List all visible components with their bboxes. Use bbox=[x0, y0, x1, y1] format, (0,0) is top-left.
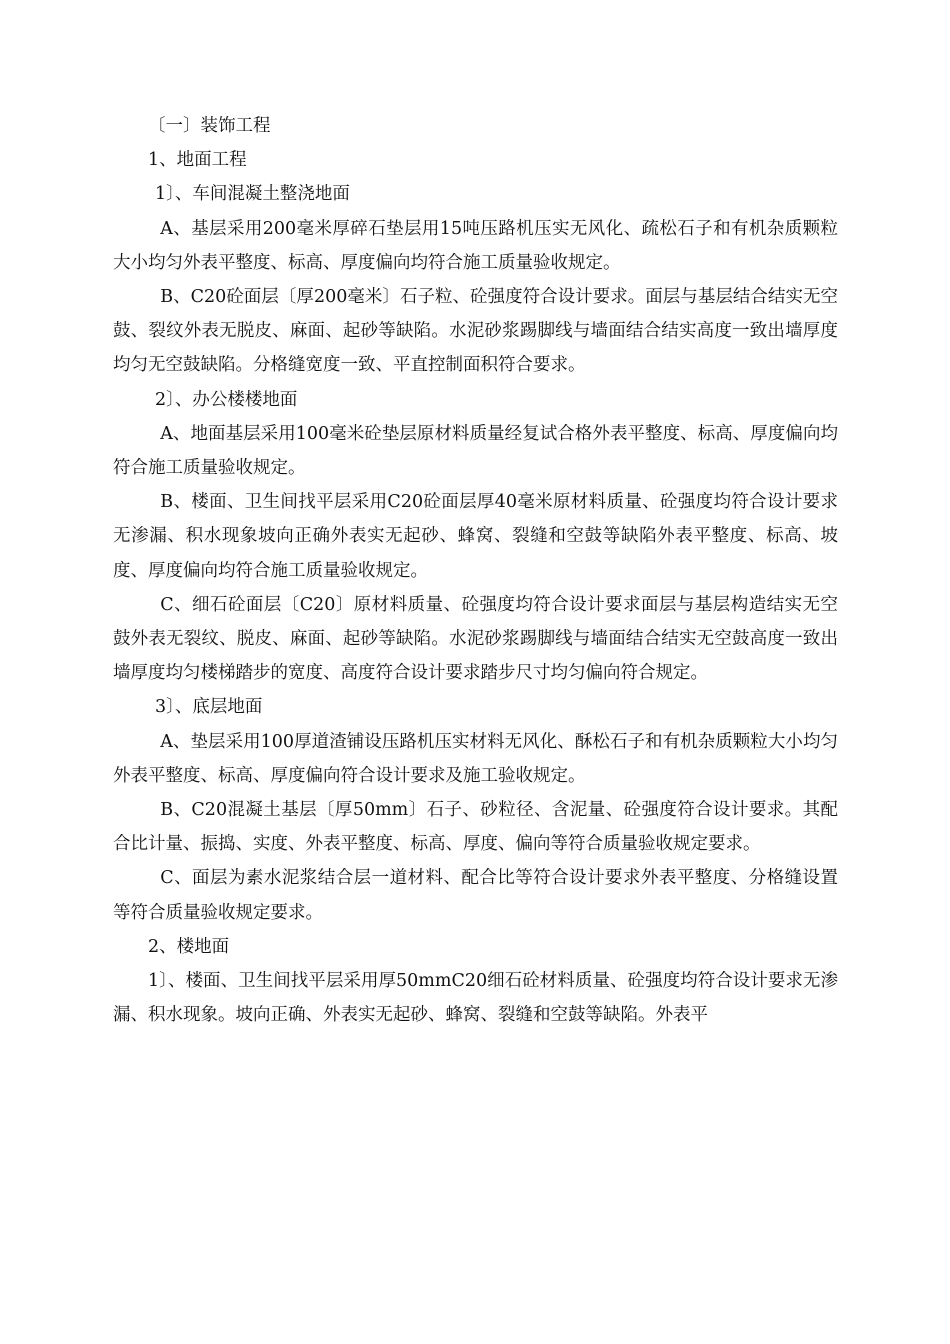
section-heading: 〔一〕装饰工程 bbox=[148, 116, 271, 136]
paragraph: 1〕、楼面、卫生间找平层采用厚50mmC20细石砼材料质量、砼强度均符合设计要求无渗漏、积水现象。坡向正确、外表实无起砂、蜂窝、裂缝和空鼓等缺陷。外表平 bbox=[113, 971, 838, 1026]
paragraph: B、C20混凝土基层〔厚50mm〕石子、砂粒径、含泥量、砼强度符合设计要求。其配合比计量、振捣、实度、外表平整度、标高、厚度、偏向等符合质量验收规定要求。 bbox=[113, 800, 838, 855]
subsection-heading: 2、楼地面 bbox=[148, 936, 230, 957]
paragraph: B、楼面、卫生间找平层采用C20砼面层厚40毫米原材料质量、砼强度均符合设计要求无渗漏、积水现象坡向正确外表实无起砂、蜂窝、裂缝和空鼓等缺陷外表平整度、标高、坡度、厚度偏向均符合施工质量验收规定。 bbox=[113, 492, 838, 581]
paragraph: A、基层采用200毫米厚碎石垫层用15吨压路机压实无风化、疏松石子和有机杂质颗粒大小均匀外表平整度、标高、厚度偏向均符合施工质量验收规定。 bbox=[113, 218, 838, 273]
item-heading: 3〕、底层地面 bbox=[155, 697, 263, 718]
paragraph: A、地面基层采用100毫米砼垫层原材料质量经复试合格外表平整度、标高、厚度偏向均符合施工质量验收规定。 bbox=[113, 423, 838, 479]
paragraph: C、面层为素水泥浆结合层一道材料、配合比等符合设计要求外表平整度、分格缝设置等符合质量验收规定要求。 bbox=[113, 868, 838, 923]
paragraph: A、垫层采用100厚道渣铺设压路机压实材料无风化、酥松石子和有机杂质颗粒大小均匀外表平整度、标高、厚度偏向符合设计要求及施工验收规定。 bbox=[113, 731, 838, 786]
item-heading: 1〕、车间混凝土整浇地面 bbox=[155, 184, 350, 205]
paragraph: C、细石砼面层〔C20〕原材料质量、砼强度均符合设计要求面层与基层构造结实无空鼓外表无裂纹、脱皮、麻面、起砂等缺陷。水泥砂浆踢脚线与墙面结合结实无空鼓高度一致出墙厚度均匀楼梯踏步的宽度、高度符合设计要求踏步尺寸均匀偏向符合规定。 bbox=[113, 594, 838, 684]
paragraph: B、C20砼面层〔厚200毫米〕石子粒、砼强度符合设计要求。面层与基层结合结实无空鼓、裂纹外表无脱皮、麻面、起砂等缺陷。水泥砂浆踢脚线与墙面结合结实高度一致出墙厚度均匀无空鼓缺陷。分格缝宽度一致、平直控制面积符合要求。 bbox=[113, 287, 838, 376]
item-heading: 2〕、办公楼楼地面 bbox=[155, 389, 298, 410]
document-body bbox=[113, 109, 838, 1032]
subsection-heading: 1、地面工程 bbox=[148, 150, 247, 171]
